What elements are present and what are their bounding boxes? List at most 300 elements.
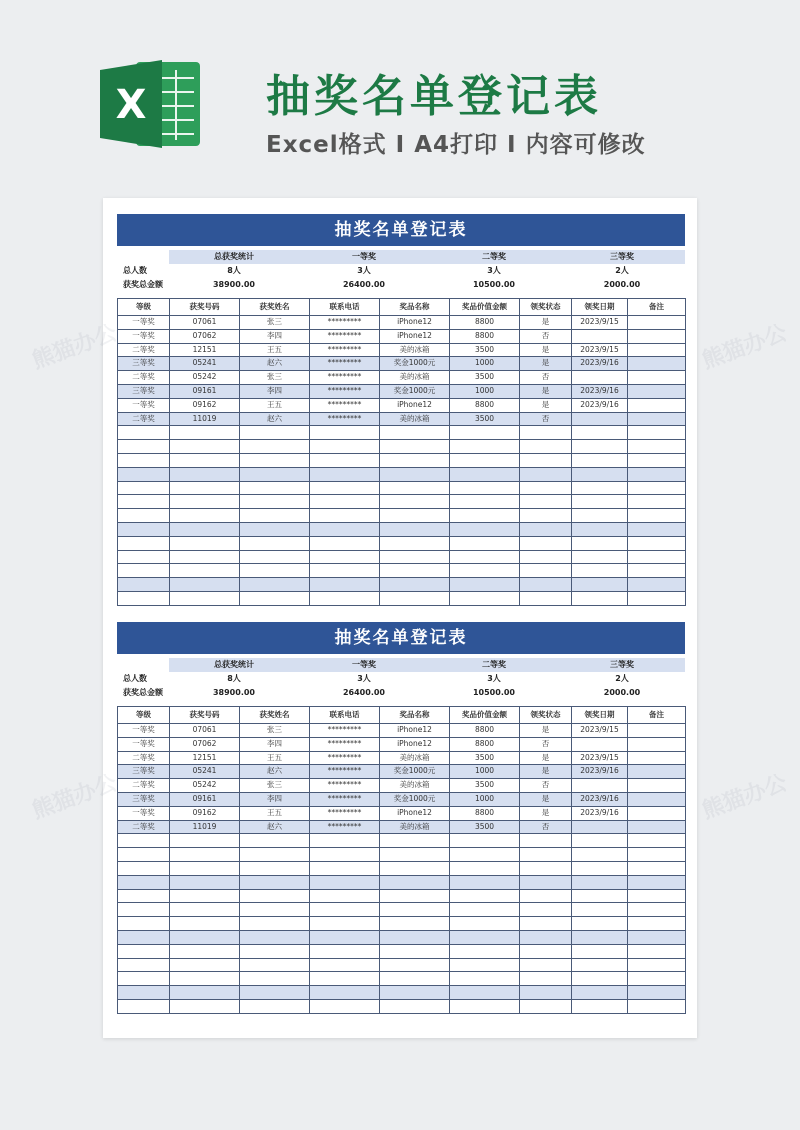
table-cell[interactable]: iPhone12 [380, 316, 450, 330]
table-cell[interactable] [380, 861, 450, 875]
table-cell[interactable] [240, 440, 310, 454]
table-cell[interactable] [520, 536, 572, 550]
table-cell[interactable] [380, 889, 450, 903]
table-cell[interactable]: 3500 [450, 343, 520, 357]
table-cell[interactable] [628, 316, 686, 330]
table-cell[interactable] [118, 917, 170, 931]
table-cell[interactable] [380, 591, 450, 605]
table-cell[interactable] [240, 834, 310, 848]
table-cell[interactable] [170, 999, 240, 1013]
table-cell[interactable] [628, 329, 686, 343]
table-cell[interactable]: 二等奖 [118, 779, 170, 793]
table-cell[interactable] [310, 426, 380, 440]
table-cell[interactable]: iPhone12 [380, 737, 450, 751]
table-cell[interactable] [310, 453, 380, 467]
table-cell[interactable] [240, 481, 310, 495]
table-cell[interactable]: 二等奖 [118, 371, 170, 385]
table-cell[interactable] [572, 861, 628, 875]
table-cell[interactable] [310, 495, 380, 509]
table-cell[interactable] [170, 522, 240, 536]
table-cell[interactable]: 3500 [450, 412, 520, 426]
table-cell[interactable]: 赵六 [240, 765, 310, 779]
table-cell[interactable]: 李四 [240, 737, 310, 751]
table-cell[interactable]: 美的冰箱 [380, 779, 450, 793]
table-cell[interactable] [380, 578, 450, 592]
table-cell[interactable] [380, 495, 450, 509]
table-cell[interactable]: 2023/9/16 [572, 806, 628, 820]
table-cell[interactable]: 美的冰箱 [380, 820, 450, 834]
table-cell[interactable] [380, 467, 450, 481]
table-cell[interactable] [520, 917, 572, 931]
table-cell[interactable] [628, 440, 686, 454]
table-cell[interactable] [118, 848, 170, 862]
table-cell[interactable]: iPhone12 [380, 806, 450, 820]
table-cell[interactable] [450, 536, 520, 550]
table-cell[interactable] [572, 779, 628, 793]
table-cell[interactable] [628, 848, 686, 862]
table-cell[interactable] [450, 834, 520, 848]
table-cell[interactable]: 张三 [240, 779, 310, 793]
table-cell[interactable] [628, 930, 686, 944]
table-cell[interactable]: 王五 [240, 751, 310, 765]
table-cell[interactable]: 是 [520, 765, 572, 779]
table-cell[interactable]: ********* [310, 724, 380, 738]
table-cell[interactable]: 2023/9/15 [572, 316, 628, 330]
table-cell[interactable]: 1000 [450, 357, 520, 371]
table-cell[interactable] [170, 550, 240, 564]
table-cell[interactable]: 是 [520, 343, 572, 357]
table-cell[interactable] [240, 848, 310, 862]
table-cell[interactable]: 美的冰箱 [380, 343, 450, 357]
table-cell[interactable] [310, 440, 380, 454]
table-cell[interactable] [628, 724, 686, 738]
table-cell[interactable]: iPhone12 [380, 724, 450, 738]
table-cell[interactable] [520, 578, 572, 592]
table-cell[interactable] [520, 426, 572, 440]
table-cell[interactable]: 05241 [170, 357, 240, 371]
table-cell[interactable] [170, 917, 240, 931]
table-cell[interactable]: 是 [520, 806, 572, 820]
table-cell[interactable] [628, 765, 686, 779]
table-cell[interactable] [170, 578, 240, 592]
table-cell[interactable] [240, 495, 310, 509]
table-cell[interactable]: 3500 [450, 751, 520, 765]
table-cell[interactable]: 07061 [170, 724, 240, 738]
table-cell[interactable]: 2023/9/15 [572, 751, 628, 765]
table-cell[interactable]: 否 [520, 329, 572, 343]
table-cell[interactable]: 三等奖 [118, 765, 170, 779]
table-cell[interactable] [572, 522, 628, 536]
table-cell[interactable]: iPhone12 [380, 398, 450, 412]
table-cell[interactable] [572, 453, 628, 467]
table-cell[interactable] [380, 426, 450, 440]
table-cell[interactable] [628, 792, 686, 806]
table-cell[interactable]: 是 [520, 751, 572, 765]
table-cell[interactable]: 12151 [170, 343, 240, 357]
table-cell[interactable] [628, 371, 686, 385]
table-cell[interactable]: 美的冰箱 [380, 371, 450, 385]
table-cell[interactable] [628, 578, 686, 592]
table-cell[interactable] [118, 958, 170, 972]
table-cell[interactable] [118, 861, 170, 875]
table-cell[interactable] [628, 398, 686, 412]
table-cell[interactable] [572, 412, 628, 426]
table-cell[interactable]: 是 [520, 724, 572, 738]
table-cell[interactable] [310, 481, 380, 495]
table-cell[interactable]: 美的冰箱 [380, 751, 450, 765]
table-cell[interactable] [380, 453, 450, 467]
table-cell[interactable] [170, 591, 240, 605]
table-cell[interactable] [628, 495, 686, 509]
table-cell[interactable] [310, 550, 380, 564]
table-cell[interactable] [628, 834, 686, 848]
table-cell[interactable]: 二等奖 [118, 412, 170, 426]
table-cell[interactable] [628, 522, 686, 536]
table-cell[interactable] [240, 875, 310, 889]
table-cell[interactable] [572, 875, 628, 889]
table-cell[interactable] [380, 550, 450, 564]
table-cell[interactable] [118, 564, 170, 578]
table-cell[interactable] [118, 453, 170, 467]
table-cell[interactable]: 赵六 [240, 820, 310, 834]
table-cell[interactable] [118, 467, 170, 481]
table-cell[interactable]: 一等奖 [118, 737, 170, 751]
table-cell[interactable] [380, 999, 450, 1013]
table-cell[interactable] [118, 495, 170, 509]
table-cell[interactable] [118, 536, 170, 550]
table-cell[interactable]: 05241 [170, 765, 240, 779]
table-cell[interactable] [450, 903, 520, 917]
table-cell[interactable] [170, 536, 240, 550]
table-cell[interactable]: 奖金1000元 [380, 384, 450, 398]
table-cell[interactable] [520, 550, 572, 564]
table-cell[interactable] [118, 986, 170, 1000]
table-cell[interactable]: 王五 [240, 343, 310, 357]
table-cell[interactable] [572, 371, 628, 385]
table-cell[interactable] [170, 958, 240, 972]
table-cell[interactable] [118, 903, 170, 917]
table-cell[interactable] [380, 522, 450, 536]
table-cell[interactable] [572, 467, 628, 481]
table-cell[interactable]: 8800 [450, 724, 520, 738]
table-cell[interactable] [170, 972, 240, 986]
table-cell[interactable]: 是 [520, 398, 572, 412]
table-cell[interactable] [520, 522, 572, 536]
table-cell[interactable]: 否 [520, 820, 572, 834]
table-cell[interactable] [240, 944, 310, 958]
table-cell[interactable] [170, 889, 240, 903]
table-cell[interactable] [118, 834, 170, 848]
table-cell[interactable] [450, 861, 520, 875]
table-cell[interactable] [628, 412, 686, 426]
table-cell[interactable]: 12151 [170, 751, 240, 765]
table-cell[interactable] [572, 930, 628, 944]
table-cell[interactable] [572, 972, 628, 986]
table-cell[interactable] [450, 999, 520, 1013]
table-cell[interactable] [118, 481, 170, 495]
table-cell[interactable]: ********* [310, 316, 380, 330]
table-cell[interactable] [118, 509, 170, 523]
table-cell[interactable] [450, 875, 520, 889]
table-cell[interactable] [628, 875, 686, 889]
table-cell[interactable]: 奖金1000元 [380, 765, 450, 779]
table-cell[interactable]: 1000 [450, 765, 520, 779]
table-cell[interactable] [380, 917, 450, 931]
table-cell[interactable] [380, 972, 450, 986]
table-cell[interactable] [628, 999, 686, 1013]
table-cell[interactable] [240, 453, 310, 467]
table-cell[interactable] [572, 481, 628, 495]
table-cell[interactable]: ********* [310, 343, 380, 357]
table-cell[interactable] [240, 578, 310, 592]
table-cell[interactable]: 2023/9/15 [572, 724, 628, 738]
table-cell[interactable] [628, 861, 686, 875]
table-cell[interactable]: 否 [520, 737, 572, 751]
table-cell[interactable] [520, 848, 572, 862]
table-cell[interactable] [628, 779, 686, 793]
table-cell[interactable] [520, 591, 572, 605]
table-cell[interactable] [118, 578, 170, 592]
table-cell[interactable] [520, 495, 572, 509]
table-cell[interactable] [310, 986, 380, 1000]
table-cell[interactable] [240, 889, 310, 903]
table-cell[interactable] [520, 889, 572, 903]
table-cell[interactable] [450, 440, 520, 454]
table-cell[interactable] [520, 958, 572, 972]
table-cell[interactable]: 奖金1000元 [380, 792, 450, 806]
table-cell[interactable]: 05242 [170, 779, 240, 793]
table-cell[interactable]: ********* [310, 806, 380, 820]
table-cell[interactable] [310, 875, 380, 889]
table-cell[interactable]: 否 [520, 412, 572, 426]
table-cell[interactable]: 8800 [450, 329, 520, 343]
table-cell[interactable] [628, 550, 686, 564]
table-cell[interactable] [572, 550, 628, 564]
table-cell[interactable] [520, 944, 572, 958]
table-cell[interactable]: 07062 [170, 329, 240, 343]
table-cell[interactable] [450, 930, 520, 944]
table-cell[interactable] [310, 848, 380, 862]
table-cell[interactable] [520, 930, 572, 944]
table-cell[interactable] [572, 820, 628, 834]
table-cell[interactable]: 09161 [170, 792, 240, 806]
table-cell[interactable] [572, 958, 628, 972]
table-cell[interactable] [170, 509, 240, 523]
table-cell[interactable] [170, 834, 240, 848]
table-cell[interactable] [628, 426, 686, 440]
table-cell[interactable]: 3500 [450, 820, 520, 834]
table-cell[interactable] [628, 806, 686, 820]
table-cell[interactable] [380, 986, 450, 1000]
table-cell[interactable] [628, 536, 686, 550]
table-cell[interactable] [450, 889, 520, 903]
table-cell[interactable] [118, 930, 170, 944]
table-cell[interactable] [380, 834, 450, 848]
table-cell[interactable] [118, 889, 170, 903]
table-cell[interactable] [170, 481, 240, 495]
table-cell[interactable]: 赵六 [240, 357, 310, 371]
table-cell[interactable] [240, 550, 310, 564]
table-cell[interactable] [240, 564, 310, 578]
table-cell[interactable]: ********* [310, 412, 380, 426]
table-cell[interactable] [310, 944, 380, 958]
table-cell[interactable] [380, 564, 450, 578]
table-cell[interactable] [628, 509, 686, 523]
table-cell[interactable]: 否 [520, 779, 572, 793]
table-cell[interactable] [380, 536, 450, 550]
table-cell[interactable] [628, 564, 686, 578]
table-cell[interactable]: 一等奖 [118, 398, 170, 412]
table-cell[interactable] [572, 986, 628, 1000]
table-cell[interactable] [520, 834, 572, 848]
table-cell[interactable] [572, 564, 628, 578]
table-cell[interactable] [520, 440, 572, 454]
table-cell[interactable]: 1000 [450, 792, 520, 806]
table-cell[interactable] [310, 972, 380, 986]
table-cell[interactable]: ********* [310, 751, 380, 765]
table-cell[interactable] [240, 903, 310, 917]
table-cell[interactable] [520, 481, 572, 495]
table-cell[interactable] [310, 889, 380, 903]
table-cell[interactable]: 李四 [240, 329, 310, 343]
table-cell[interactable]: 2023/9/16 [572, 765, 628, 779]
table-cell[interactable]: 1000 [450, 384, 520, 398]
table-cell[interactable]: 一等奖 [118, 329, 170, 343]
table-cell[interactable]: ********* [310, 357, 380, 371]
table-cell[interactable] [572, 495, 628, 509]
table-cell[interactable] [628, 958, 686, 972]
table-cell[interactable] [572, 834, 628, 848]
table-cell[interactable] [450, 495, 520, 509]
table-cell[interactable] [310, 903, 380, 917]
table-cell[interactable] [628, 384, 686, 398]
table-cell[interactable] [572, 578, 628, 592]
table-cell[interactable] [628, 986, 686, 1000]
table-cell[interactable]: 是 [520, 357, 572, 371]
table-cell[interactable] [520, 564, 572, 578]
table-cell[interactable]: 2023/9/16 [572, 357, 628, 371]
table-cell[interactable] [310, 509, 380, 523]
table-cell[interactable] [118, 440, 170, 454]
table-cell[interactable] [450, 550, 520, 564]
table-cell[interactable]: ********* [310, 820, 380, 834]
table-cell[interactable] [310, 834, 380, 848]
table-cell[interactable] [450, 986, 520, 1000]
table-cell[interactable]: ********* [310, 371, 380, 385]
table-cell[interactable] [450, 578, 520, 592]
table-cell[interactable] [520, 903, 572, 917]
table-cell[interactable] [240, 536, 310, 550]
table-cell[interactable] [450, 564, 520, 578]
table-cell[interactable] [572, 509, 628, 523]
table-cell[interactable] [520, 509, 572, 523]
table-cell[interactable] [170, 848, 240, 862]
table-cell[interactable]: 3500 [450, 371, 520, 385]
table-cell[interactable]: 赵六 [240, 412, 310, 426]
table-cell[interactable]: 是 [520, 792, 572, 806]
table-cell[interactable] [170, 875, 240, 889]
table-cell[interactable] [572, 591, 628, 605]
table-cell[interactable] [380, 848, 450, 862]
table-cell[interactable] [628, 889, 686, 903]
table-cell[interactable]: 8800 [450, 737, 520, 751]
table-cell[interactable] [628, 917, 686, 931]
table-cell[interactable] [572, 999, 628, 1013]
table-cell[interactable] [450, 917, 520, 931]
table-cell[interactable]: 09161 [170, 384, 240, 398]
table-cell[interactable]: 否 [520, 371, 572, 385]
table-cell[interactable] [628, 591, 686, 605]
table-cell[interactable] [240, 930, 310, 944]
table-cell[interactable] [520, 972, 572, 986]
table-cell[interactable] [572, 536, 628, 550]
table-cell[interactable] [380, 958, 450, 972]
table-cell[interactable]: 2023/9/16 [572, 792, 628, 806]
table-cell[interactable] [118, 522, 170, 536]
table-cell[interactable]: 8800 [450, 316, 520, 330]
table-cell[interactable] [450, 848, 520, 862]
table-cell[interactable] [118, 426, 170, 440]
table-cell[interactable] [240, 522, 310, 536]
table-cell[interactable]: 奖金1000元 [380, 357, 450, 371]
table-cell[interactable] [450, 481, 520, 495]
table-cell[interactable]: 05242 [170, 371, 240, 385]
table-cell[interactable] [170, 903, 240, 917]
table-cell[interactable] [118, 875, 170, 889]
table-cell[interactable] [450, 944, 520, 958]
table-cell[interactable] [450, 972, 520, 986]
table-cell[interactable]: 一等奖 [118, 724, 170, 738]
table-cell[interactable] [520, 467, 572, 481]
table-cell[interactable] [170, 986, 240, 1000]
table-cell[interactable] [240, 426, 310, 440]
table-cell[interactable] [310, 536, 380, 550]
table-cell[interactable] [572, 889, 628, 903]
table-cell[interactable] [628, 820, 686, 834]
table-cell[interactable]: 是 [520, 316, 572, 330]
table-cell[interactable] [450, 453, 520, 467]
table-cell[interactable] [240, 509, 310, 523]
table-cell[interactable]: 11019 [170, 412, 240, 426]
table-cell[interactable] [628, 972, 686, 986]
table-cell[interactable]: 王五 [240, 398, 310, 412]
table-cell[interactable] [572, 329, 628, 343]
table-cell[interactable]: 张三 [240, 724, 310, 738]
table-cell[interactable] [572, 848, 628, 862]
table-cell[interactable]: ********* [310, 329, 380, 343]
table-cell[interactable]: 07061 [170, 316, 240, 330]
table-cell[interactable] [380, 930, 450, 944]
table-cell[interactable] [310, 522, 380, 536]
table-cell[interactable]: ********* [310, 384, 380, 398]
table-cell[interactable]: 2023/9/16 [572, 398, 628, 412]
table-cell[interactable] [118, 999, 170, 1013]
table-cell[interactable]: 王五 [240, 806, 310, 820]
table-cell[interactable] [170, 495, 240, 509]
table-cell[interactable] [240, 591, 310, 605]
table-cell[interactable] [572, 440, 628, 454]
table-cell[interactable] [310, 861, 380, 875]
table-cell[interactable]: ********* [310, 398, 380, 412]
table-cell[interactable]: 一等奖 [118, 806, 170, 820]
table-cell[interactable] [450, 426, 520, 440]
table-cell[interactable] [380, 944, 450, 958]
table-cell[interactable] [170, 930, 240, 944]
table-cell[interactable]: 三等奖 [118, 792, 170, 806]
table-cell[interactable] [380, 481, 450, 495]
table-cell[interactable] [628, 453, 686, 467]
table-cell[interactable] [450, 958, 520, 972]
